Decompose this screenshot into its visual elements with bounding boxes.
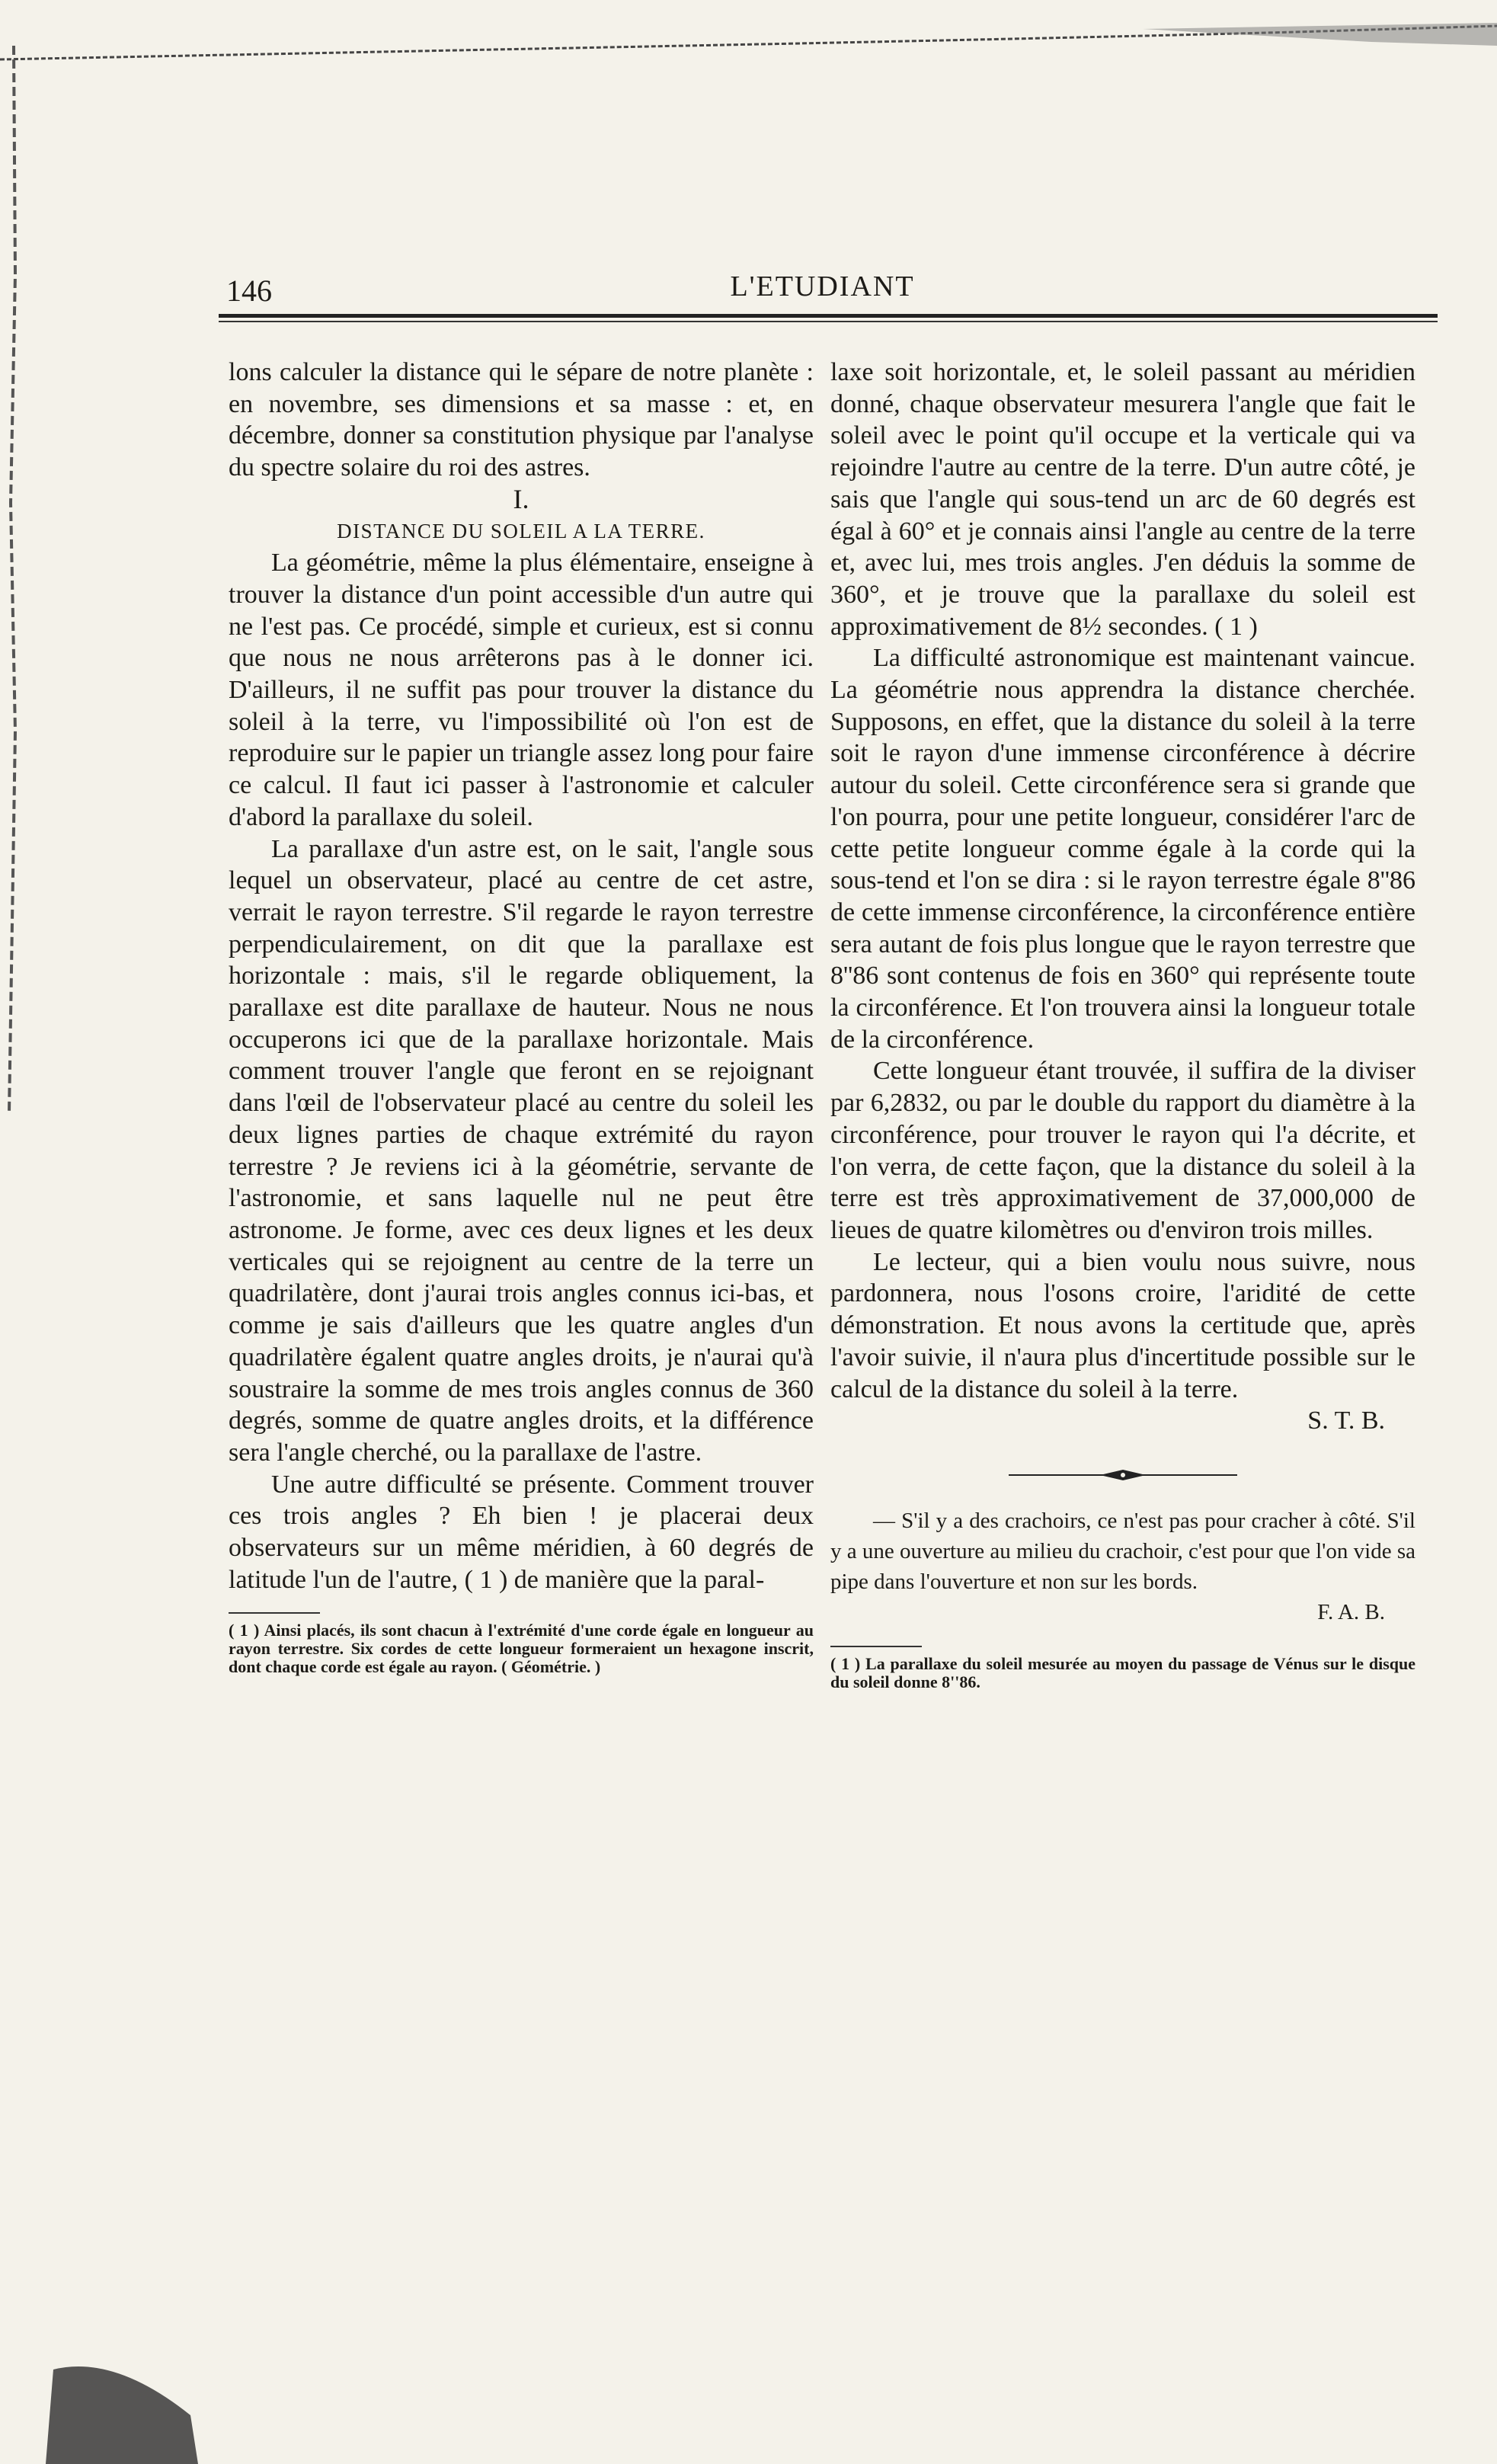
anecdote: — S'il y a des crachoirs, ce n'est pas pour cracher à côté. S'il y a une ouverture au milieu du crachoir, c'est pour que l'on vide sa pipe dans l'ouverture et non sur les bords. [830, 1508, 1415, 1594]
signature: S. T. B. [1307, 1406, 1385, 1435]
scan-edge-top [0, 23, 1497, 69]
page-number: 146 [226, 274, 272, 308]
binding-shadow [46, 2309, 198, 2464]
anecdote-signature: F. A. B. [1317, 1599, 1385, 1624]
right-column [830, 357, 1415, 1691]
section-number: I. [513, 483, 529, 514]
footnote-rule [229, 1612, 320, 1614]
page-header [219, 264, 1426, 309]
paragraph: Cette longueur étant trouvée, il suffira de la diviser par 6,2832, ou par le double du rapport du diamètre à la circonférence, pour trouver le rayon qui l'a décrite, et l'on verra, de cette façon, que la distance du soleil à la terre est très approximativement de 37,000,000 de lieues de quatre kilomètres ou d'environ trois milles. [830, 1057, 1415, 1244]
header-rule-thin [219, 321, 1438, 322]
paragraph: La géométrie, même la plus élémentaire, enseigne à trouver la distance d'un point accessible d'un autre qui ne l'est pas. Ce procédé, simple et curieux, est si connu que nous ne nous arrêterons pas à le donner ici. D'ailleurs, il ne suffit pas pour trouver la distance du soleil à la terre, vu l'impossibilité où l'on est de reproduire sur le papier un triangle assez long pour faire ce calcul. Il faut ici passer à l'astronomie et calculer d'abord la parallaxe du soleil. [229, 549, 814, 831]
ornament-divider [1009, 1467, 1237, 1483]
paragraph: La parallaxe d'un astre est, on le sait, l'angle sous lequel un observateur, placé au centre de cet astre, verrait le rayon terrestre. S'il regarde le rayon terrestre perpendiculairement, on dit que la parallaxe est horizontale : mais, s'il le regarde obliquement, la parallaxe est dite parallaxe de hauteur. Nous ne nous occuperons ici que de la parallaxe horizontale. Mais comment trouver l'angle que feront en se rejoignant dans l'œil de l'observateur placé au centre du soleil les deux lignes parties de chaque extrémité du rayon terrestre ? Je reviens ici à la géométrie, servante de l'astronomie, et sans laquelle nul ne peut être astronome. Je forme, avec ces deux lignes et les deux verticales qui se rejoignent au centre de la terre un quadrilatère, dont j'aurai trois angles connus ici-bas, et comme je sais d'ailleurs que les quatre angles d'un quadrilatère égalent quatre angles droits, je n'aurai qu'à soustraire la somme de mes trois angles connus de 360 degrés, somme de quatre angles droits, et la différence sera l'angle cherché, ou la parallaxe de l'astre. [229, 834, 814, 1467]
paragraph: laxe soit horizontale, et, le soleil passant au méridien donné, chaque observateur mesurera l'angle que fait le soleil avec le point qu'il occupe et la verticale qui va rejoindre l'autre au centre de la terre. D'un autre côté, je sais que l'angle qui sous-tend un arc de 60 degrés est égal à 60° et je connais ainsi l'angle au centre de la terre et, avec lui, mes trois angles. J'en déduis la somme de 360°, et je trouve que la parallaxe du soleil est approximativement de 8½ secondes. ( 1 ) [830, 358, 1415, 641]
header-rule-thick [219, 314, 1438, 318]
footnote: ( 1 ) La parallaxe du soleil mesurée au moyen du passage de Vénus sur le disque du soleil donne 8''86. [830, 1653, 1415, 1691]
left-column [229, 357, 814, 1676]
paragraph: La difficulté astronomique est maintenant vaincue. La géométrie nous apprendra la distance cherchée. Supposons, en effet, que la distance du soleil à la terre soit le rayon d'une immense circonférence à décrire autour du soleil. Cette circonférence sera si grande que l'on pourra, pour une petite longueur, considérer l'arc de cette petite longueur comme égale à la corde qui la sous-tend et l'on se dira : si le rayon terrestre égale 8''86 de cette immense circonférence, la circonférence entière sera autant de fois plus longue que le rayon terrestre que 8''86 sont contenus de fois en 360° qui représente toute la circonférence. Et l'on trouvera ainsi la longueur totale de la circonférence. [830, 644, 1415, 1054]
paragraph: lons calculer la distance qui le sépare de notre planète : en novembre, ses dimensions et sa masse : et, en décembre, donner sa constitution physique par l'analyse du spectre solaire du roi des astres. [229, 358, 814, 482]
section-title: DISTANCE DU SOLEIL A LA TERRE. [337, 519, 705, 542]
footnote-rule [830, 1646, 922, 1647]
footnote: ( 1 ) Ainsi placés, ils sont chacun à l'extrémité d'une corde égale en longueur au rayon terrestre. Six cordes de cette longueur formeraient un hexagone inscrit, dont chaque corde est égale au rayon. ( Géométrie. ) [229, 1621, 814, 1677]
scan-edge-left [0, 46, 30, 1112]
running-title: L'ETUDIANT [730, 270, 915, 302]
paragraph: Le lecteur, qui a bien voulu nous suivre, nous pardonnera, nous l'osons croire, l'aridité de cette démonstration. Et nous avons la certitude que, après l'avoir suivie, il n'aura plus d'incertitude possible sur le calcul de la distance du soleil à la terre. [830, 1247, 1415, 1403]
paragraph: Une autre difficulté se présente. Comment trouver ces trois angles ? Eh bien ! je placerai deux observateurs sur un même méridien, à 60 degrés de latitude l'un de l'autre, ( 1 ) de manière que la paral- [229, 1470, 814, 1594]
